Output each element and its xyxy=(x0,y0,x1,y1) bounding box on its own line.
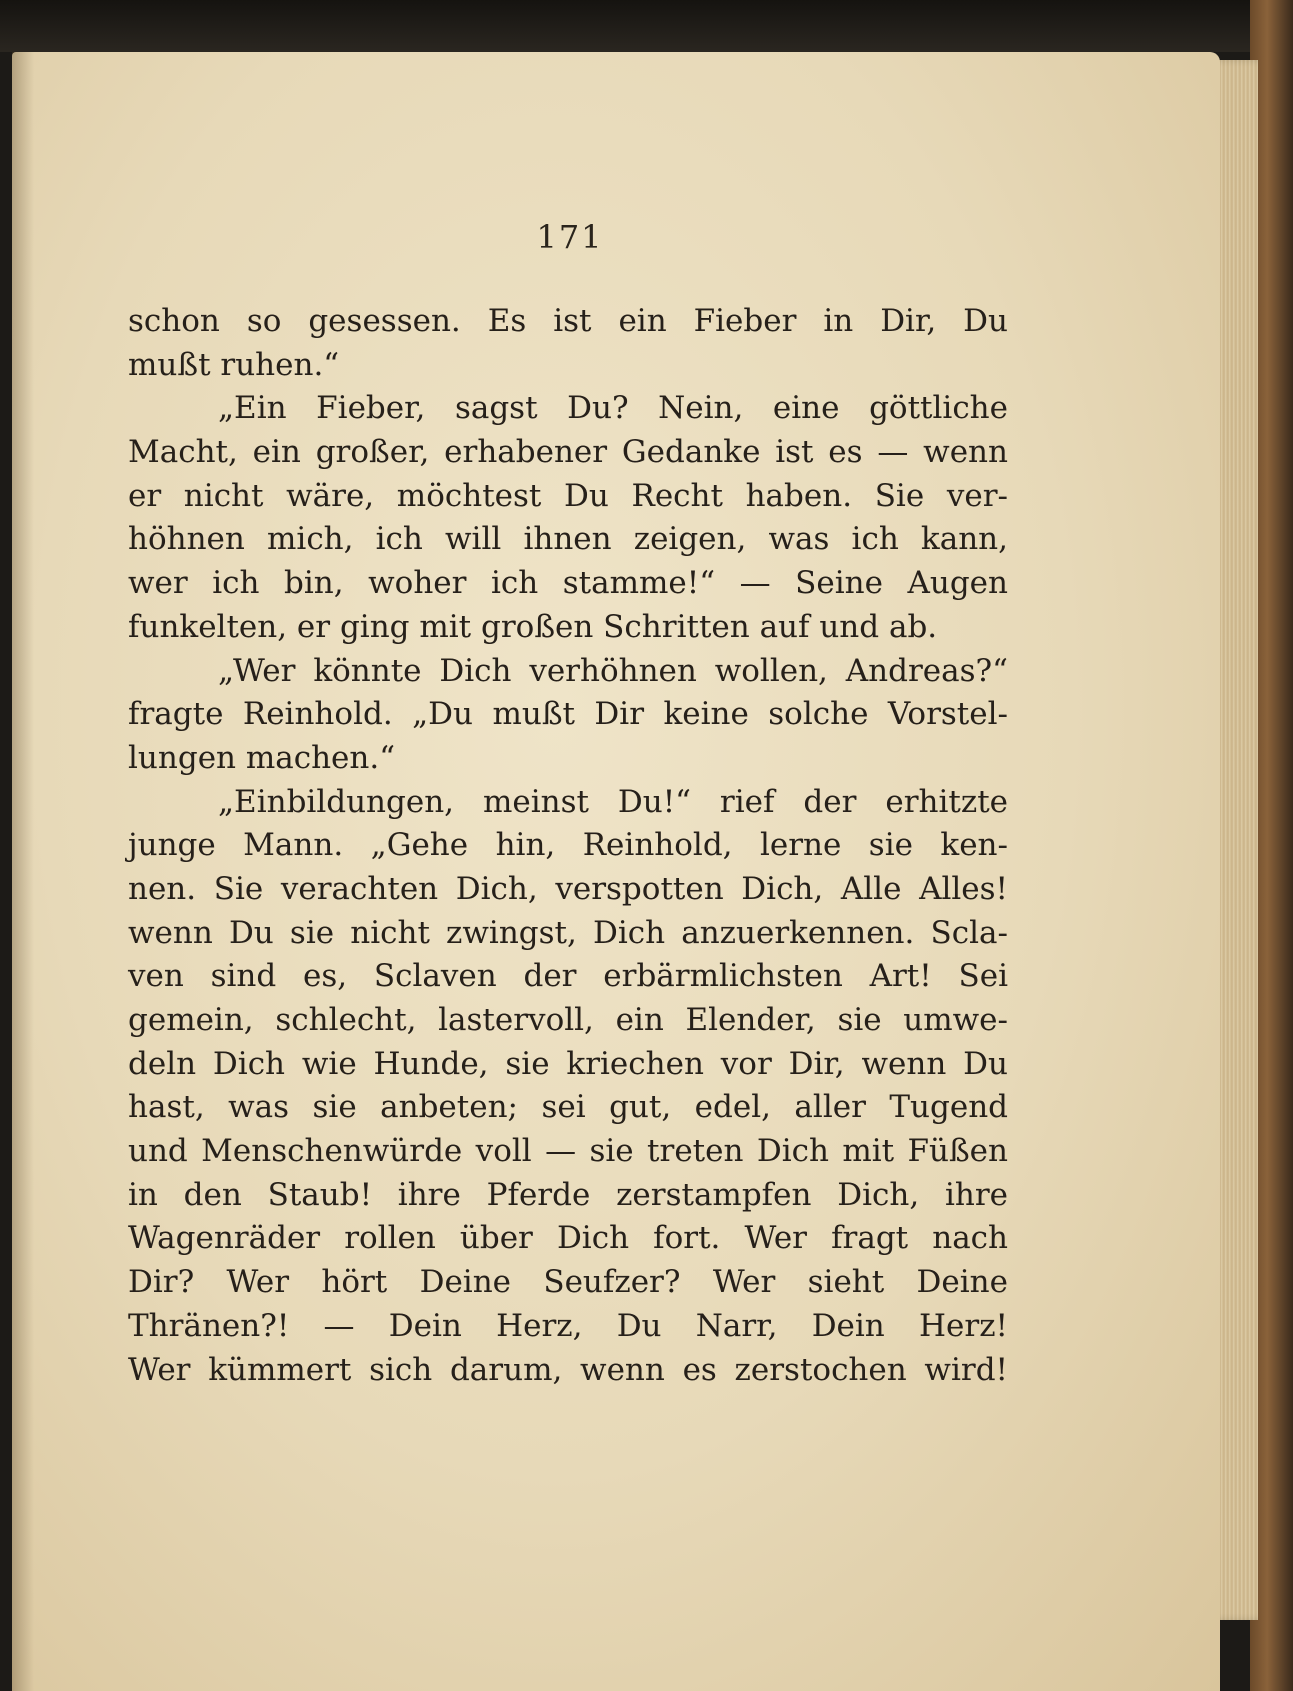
text-line: wer ich bin, woher ich stamme!“ — Seine Augen xyxy=(128,565,1008,602)
text-line: mußt ruhen.“ xyxy=(128,346,340,383)
text-line: Wagenräder rollen über Dich fort. Wer fragt nach xyxy=(128,1220,1008,1257)
text-line: „Ein Fieber, sagst Du? Nein, eine göttliche xyxy=(218,390,1008,427)
text-line: junge Mann. „Gehe hin, Reinhold, lerne sie ken- xyxy=(128,827,1008,864)
text-line: nen. Sie verachten Dich, verspotten Dich, Alle Alles! xyxy=(128,870,1008,907)
text-line: fragte Reinhold. „Du mußt Dir keine solche Vorstel- xyxy=(128,696,1008,733)
text-line: funkelten, er ging mit großen Schritten auf und ab. xyxy=(128,608,938,645)
page-number: 171 xyxy=(536,218,604,256)
text-line: hast, was sie anbeten; sei gut, edel, aller Tugend xyxy=(128,1089,1008,1126)
text-line: „Einbildungen, meinst Du!“ rief der erhitzte xyxy=(218,783,1008,820)
book-cover-top xyxy=(0,0,1293,52)
body-text xyxy=(128,300,1008,1392)
text-line: wenn Du sie nicht zwingst, Dich anzuerkennen. Scla- xyxy=(128,914,1008,951)
text-line: Thränen?! — Dein Herz, Du Narr, Dein Herz! xyxy=(128,1307,1008,1344)
text-line: deln Dich wie Hunde, sie kriechen vor Dir, wenn Du xyxy=(128,1045,1008,1082)
text-line: gemein, schlecht, lastervoll, ein Elender, sie umwe- xyxy=(128,1002,1008,1038)
text-line: und Menschenwürde voll — sie treten Dich mit Füßen xyxy=(128,1133,1008,1170)
text-line: Dir? Wer hört Deine Seufzer? Wer sieht Deine xyxy=(128,1264,1008,1301)
text-line: Macht, ein großer, erhabener Gedanke ist es — wenn xyxy=(128,434,1008,471)
text-line: „Wer könnte Dich verhöhnen wollen, Andreas?“ xyxy=(218,652,1008,689)
text-line: lungen machen.“ xyxy=(128,739,396,776)
page-gutter-shadow xyxy=(12,52,34,1691)
text-line: er nicht wäre, möchtest Du Recht haben. Sie ver- xyxy=(128,477,1008,514)
text-line: schon so gesessen. Es ist ein Fieber in Dir, Du xyxy=(128,303,1008,339)
text-line: Wer kümmert sich darum, wenn es zerstochen wird! xyxy=(128,1351,1008,1388)
text-line: in den Staub! ihre Pferde zerstampfen Dich, ihre xyxy=(128,1176,1008,1213)
text-line: höhnen mich, ich will ihnen zeigen, was ich kann, xyxy=(128,521,1008,558)
text-line: ven sind es, Sclaven der erbärmlichsten Art! Sei xyxy=(128,958,1008,995)
